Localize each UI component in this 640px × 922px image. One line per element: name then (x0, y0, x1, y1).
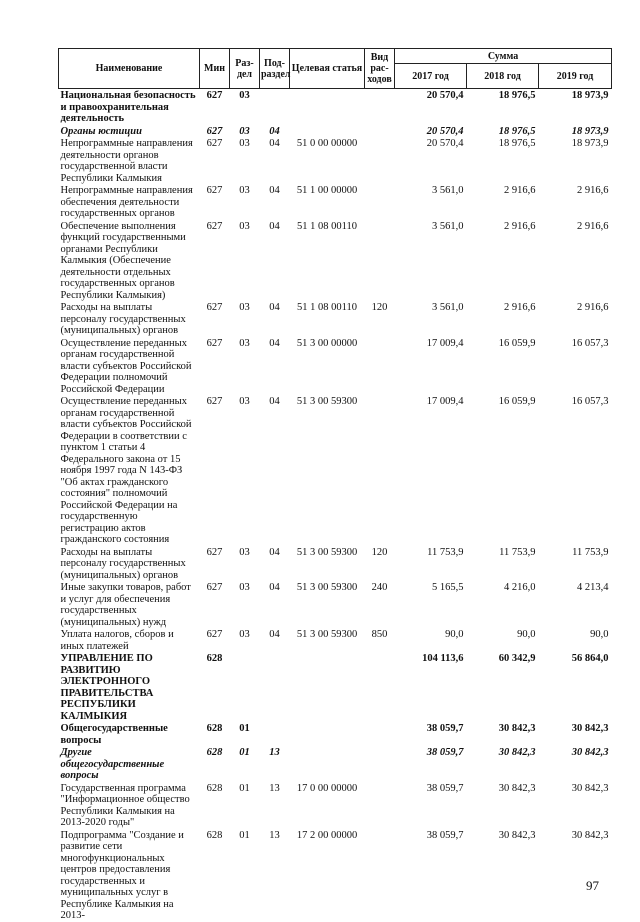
cell-target: 51 1 00 00000 (296, 185, 358, 196)
cell-2019: 2 916,6 (577, 302, 609, 313)
cell-section: 03 (239, 185, 250, 196)
cell-2019: 56 864,0 (571, 653, 609, 664)
cell-name: Иные закупки товаров, работ и услуг для обеспечения государственных (муниципальных) нужд (60, 582, 191, 628)
cell-kind (365, 829, 395, 922)
cell-kind: 120 (371, 302, 388, 313)
cell-min: 627 (206, 220, 223, 232)
cell-name: Национальная безопасность и правоохранительная деятельность (60, 90, 196, 124)
cell-subsection: 13 (269, 747, 280, 758)
cell-2018: 16 059,9 (498, 337, 536, 349)
header-kind: Вид рас-ходов (365, 49, 395, 89)
cell-subsection: 04 (269, 337, 280, 349)
cell-section: 03 (239, 396, 250, 407)
header-subsection: Под-раздел (260, 49, 290, 89)
table-row (59, 337, 612, 396)
cell-min: 627 (206, 396, 223, 407)
cell-target: 51 0 00 00000 (296, 138, 358, 149)
cell-2018: 16 059,9 (498, 396, 536, 407)
cell-2017: 20 570,4 (426, 90, 464, 101)
cell-2019: 18 973,9 (571, 138, 609, 149)
cell-section: 03 (239, 302, 250, 313)
cell-min: 627 (206, 302, 223, 313)
cell-subsection: 04 (269, 629, 280, 640)
table-row (59, 137, 612, 184)
cell-2019: 30 842,3 (571, 723, 609, 734)
cell-subsection: 04 (269, 220, 280, 232)
cell-target: 17 2 00 00000 (296, 829, 358, 841)
cell-kind (365, 782, 395, 829)
cell-2018: 60 342,9 (498, 653, 536, 664)
cell-section (230, 652, 260, 722)
cell-kind (365, 395, 395, 546)
table-row (59, 546, 612, 582)
header-sum: Сумма (395, 49, 612, 64)
cell-2019: 18 973,9 (571, 125, 609, 137)
cell-section: 01 (239, 723, 250, 734)
cell-kind (365, 220, 395, 302)
header-2018: 2018 год (467, 64, 539, 89)
budget-table (58, 48, 612, 922)
cell-subsection (260, 652, 290, 722)
cell-section: 03 (239, 220, 250, 232)
cell-subsection: 04 (269, 138, 280, 149)
table-row (59, 184, 612, 220)
cell-kind (365, 746, 395, 782)
cell-section: 03 (239, 337, 250, 349)
cell-name: Органы юстиции (60, 125, 142, 137)
cell-name: УПРАВЛЕНИЕ ПО РАЗВИТИЮ ЭЛЕКТРОННОГО ПРАВИТЕЛЬСТВА РЕСПУБЛИКИ КАЛМЫКИЯ (60, 653, 154, 722)
cell-name: Обеспечение выполнения функций государственными органами Республики Калмыкия (Обеспечение деятельности отдельных государственных органов Республики Калмыкия) (60, 220, 186, 301)
cell-name: Государственная программа "Информационное общество Республики Калмыкия на 2013-2020 годы" (60, 782, 190, 828)
cell-min: 628 (206, 653, 223, 664)
cell-target: 51 3 00 59300 (296, 582, 358, 593)
table-body (59, 89, 612, 922)
cell-kind (365, 125, 395, 138)
cell-2019: 16 057,3 (571, 337, 609, 349)
cell-target: 51 3 00 59300 (296, 629, 358, 640)
cell-name: Общегосударственные вопросы (60, 723, 168, 746)
cell-2017: 5 165,5 (432, 582, 464, 593)
header-name: Наименование (59, 49, 200, 89)
cell-name: Расходы на выплаты персоналу государственных (муниципальных) органов (60, 302, 186, 336)
cell-subsection (260, 722, 290, 746)
cell-min: 627 (206, 138, 223, 149)
cell-target (290, 722, 365, 746)
cell-min: 627 (206, 629, 223, 640)
cell-subsection: 04 (269, 185, 280, 196)
cell-2018: 30 842,3 (498, 747, 536, 758)
cell-section: 03 (239, 546, 250, 558)
cell-subsection (260, 89, 290, 125)
cell-min: 627 (206, 185, 223, 196)
cell-2018: 90,0 (517, 629, 536, 640)
cell-subsection: 04 (269, 396, 280, 407)
cell-2017: 104 113,6 (422, 653, 464, 664)
cell-2019: 30 842,3 (571, 829, 609, 841)
cell-kind (365, 337, 395, 396)
cell-2018: 2 916,6 (504, 302, 536, 313)
cell-kind (365, 184, 395, 220)
page-number: 97 (586, 878, 599, 893)
cell-2017: 38 059,7 (426, 782, 464, 794)
cell-2018: 30 842,3 (498, 723, 536, 734)
cell-name: Уплата налогов, сборов и иных платежей (60, 629, 174, 652)
cell-2019: 2 916,6 (577, 220, 609, 232)
cell-kind (365, 89, 395, 125)
cell-subsection: 04 (269, 125, 280, 137)
header-section: Раз-дел (230, 49, 260, 89)
cell-target: 51 1 08 00110 (297, 302, 357, 313)
cell-min: 627 (206, 546, 223, 558)
cell-name: Непрограммные направления деятельности органов государственной власти Республики Калмыкия (60, 138, 193, 184)
cell-2019: 18 973,9 (571, 90, 609, 101)
cell-min: 628 (206, 829, 223, 841)
cell-2018: 11 753,9 (499, 546, 536, 558)
cell-subsection: 13 (269, 829, 280, 841)
cell-min: 628 (206, 723, 223, 734)
cell-min: 627 (206, 90, 223, 101)
cell-2017: 20 570,4 (426, 138, 464, 149)
cell-kind: 850 (371, 629, 388, 640)
cell-subsection: 13 (269, 782, 280, 794)
cell-target (290, 746, 365, 782)
cell-section: 01 (239, 747, 250, 758)
cell-2017: 38 059,7 (426, 747, 464, 758)
cell-name: Осуществление переданных органам государственной власти субъектов Российской Федерации в соответствии с пунктом 1 статьи 4 Федерального закона от 15 ноября 1997 года N 143-ФЗ "Об актах гражданского состояния" полномочий Российской Федерации на государственную регистрацию актов гражданского состояния (60, 396, 192, 545)
cell-2018: 4 216,0 (504, 582, 536, 593)
cell-name: Непрограммные направления обеспечения деятельности государственных органов (60, 185, 193, 219)
table-row (59, 125, 612, 138)
cell-target: 51 1 08 00110 (297, 220, 357, 232)
table-row (59, 395, 612, 546)
cell-2018: 30 842,3 (498, 829, 536, 841)
table-row (59, 628, 612, 652)
cell-2018: 18 976,5 (498, 138, 536, 149)
cell-2019: 11 753,9 (572, 546, 609, 558)
table-row (59, 89, 612, 125)
cell-target (290, 125, 365, 138)
cell-target (290, 89, 365, 125)
cell-2017: 90,0 (445, 629, 464, 640)
table-row (59, 829, 612, 922)
cell-2017: 38 059,7 (426, 829, 464, 841)
cell-target: 17 0 00 00000 (296, 782, 358, 794)
table-row (59, 301, 612, 337)
cell-name: Другие общегосударственные вопросы (60, 747, 165, 781)
cell-min: 628 (206, 782, 223, 794)
cell-2017: 17 009,4 (426, 396, 464, 407)
table-row (59, 652, 612, 722)
cell-min: 627 (206, 337, 223, 349)
cell-section: 03 (239, 629, 250, 640)
cell-name: Подпрограмма "Создание и развитие сети многофункциональных центров предоставления государственных и муниципальных услуг в Республике Калмыкия на 2013- (60, 829, 184, 921)
cell-2018: 18 976,5 (498, 125, 536, 137)
cell-min: 627 (206, 582, 223, 593)
cell-name: Расходы на выплаты персоналу государственных (муниципальных) органов (60, 546, 186, 581)
cell-kind (365, 137, 395, 184)
cell-section: 03 (239, 582, 250, 593)
cell-subsection: 04 (269, 582, 280, 593)
cell-2017: 3 561,0 (432, 220, 464, 232)
cell-2017: 20 570,4 (426, 125, 464, 137)
cell-2017: 11 753,9 (427, 546, 464, 558)
cell-section: 03 (239, 90, 250, 101)
cell-name: Осуществление переданных органам государственной власти субъектов Российской Федерации полномочий Российской Федерации (60, 337, 192, 395)
table-header (59, 49, 612, 89)
cell-min: 628 (206, 747, 223, 758)
cell-min: 627 (206, 125, 223, 137)
cell-kind (365, 652, 395, 722)
header-2019: 2019 год (539, 64, 612, 89)
header-target: Целевая статья (290, 49, 365, 89)
cell-kind: 240 (371, 582, 388, 593)
cell-subsection: 04 (269, 302, 280, 313)
cell-2018: 30 842,3 (498, 782, 536, 794)
cell-2019: 2 916,6 (577, 185, 609, 196)
cell-target (290, 652, 365, 722)
cell-2018: 2 916,6 (504, 220, 536, 232)
cell-section: 03 (239, 125, 250, 137)
cell-2017: 17 009,4 (426, 337, 464, 349)
table-row (59, 581, 612, 628)
cell-2019: 16 057,3 (571, 396, 609, 407)
cell-section: 03 (239, 138, 250, 149)
cell-section: 01 (239, 782, 250, 794)
cell-2019: 4 213,4 (577, 582, 609, 593)
table-row (59, 722, 612, 746)
cell-target: 51 3 00 00000 (296, 337, 358, 349)
table-row (59, 782, 612, 829)
header-2017: 2017 год (395, 64, 467, 89)
cell-kind: 120 (371, 546, 388, 558)
table-row (59, 220, 612, 302)
cell-2018: 18 976,5 (498, 90, 536, 101)
header-min: Мин (200, 49, 230, 89)
cell-2018: 2 916,6 (504, 185, 536, 196)
cell-target: 51 3 00 59300 (296, 546, 358, 558)
cell-2017: 3 561,0 (432, 185, 464, 196)
cell-2017: 3 561,0 (432, 302, 464, 313)
table-row (59, 746, 612, 782)
cell-target: 51 3 00 59300 (296, 396, 358, 407)
cell-subsection: 04 (269, 546, 280, 558)
cell-2019: 30 842,3 (571, 782, 609, 794)
cell-section: 01 (239, 829, 250, 841)
cell-2019: 30 842,3 (571, 747, 609, 758)
cell-2019: 90,0 (590, 629, 609, 640)
cell-2017: 38 059,7 (426, 723, 464, 734)
cell-kind (365, 722, 395, 746)
